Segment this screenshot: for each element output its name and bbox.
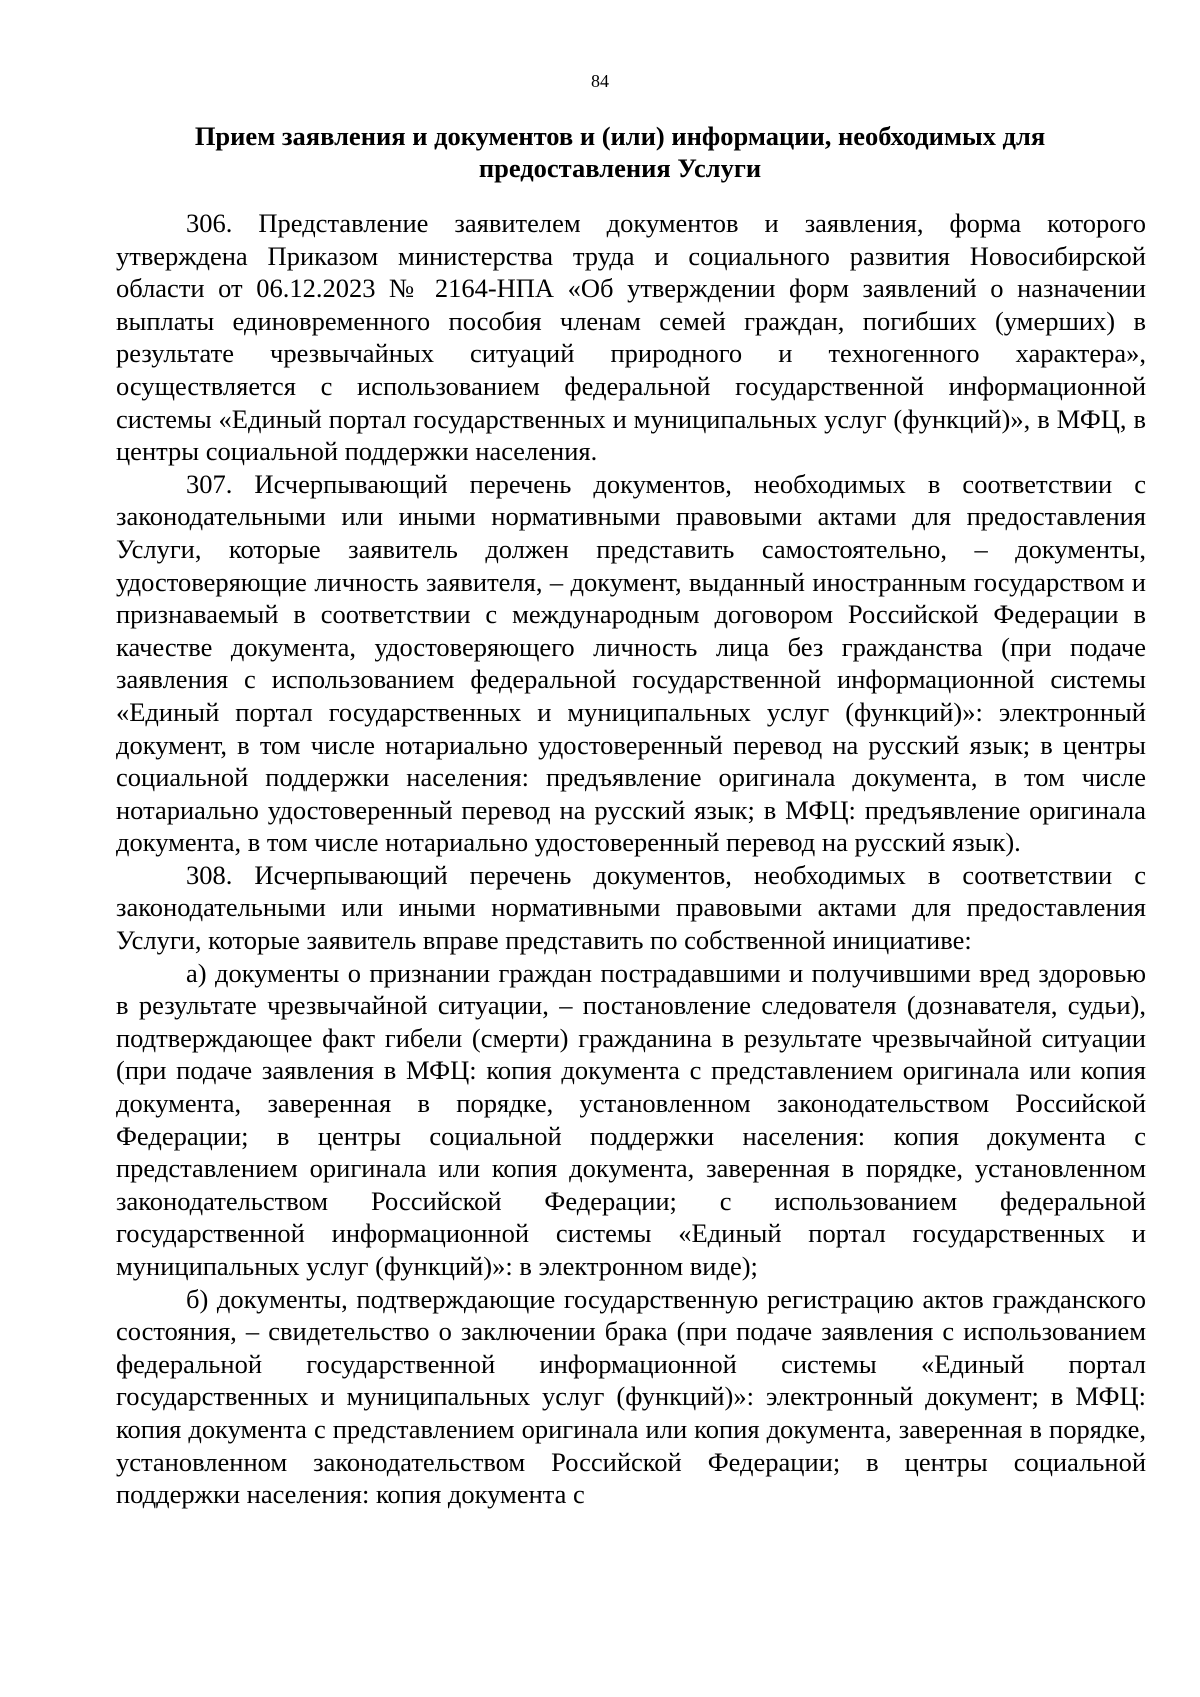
section-heading-line-2: предоставления Услуги [478,153,762,183]
paragraph-306: 306. Представление заявителем документов и заявления, форма которого утверждена Приказом министерства труда и социального развития Новосибирской области от 06.12.2023 № 2164-НПА «Об утверждении форм заявлений о назначении выплаты единовременного пособия членам семей граждан, погибших (умерших) в результате чрезвычайных ситуаций природного и техногенного характера», осуществляется с использованием федеральной государственной информационной системы «Единый портал государственных и муниципальных услуг (функций)», в МФЦ, в центры социальной поддержки населения. [116,208,1146,467]
paragraph-308-item-b: б) документы, подтверждающие государственную регистрацию актов гражданского состояния, – свидетельство о заключении брака (при подаче заявления с использованием федеральной государственной информационной системы «Единый портал государственных и муниципальных услуг (функций)»: электронный документ; в МФЦ: копия документа с представлением оригинала или копия документа, заверенная в порядке, установленном законодательством Российской Федерации; в центры социальной поддержки населения: копия документа с [116,1283,1146,1510]
paragraph-308-item-a: а) документы о признании граждан пострадавшими и получившими вред здоровью в результате чрезвычайной ситуации, – постановление следователя (дознавателя, судьи), подтверждающее факт гибели (смерти) гражданина в результате чрезвычайной ситуации (при подаче заявления в МФЦ: копия документа с представлением оригинала или копия документа, заверенная в порядке, установленном законодательством Российской Федерации; в центры социальной поддержки населения: копия документа с представлением оригинала или копия документа, заверенная в порядке, установленном законодательством Российской Федерации; с использованием федеральной государственной информационной системы «Единый портал государственных и муниципальных услуг (функций)»: в электронном виде); [116,957,1146,1281]
document-body [116,207,1146,1511]
section-heading-line-1: Прием заявления и документов и (или) информации, необходимых для [194,121,1046,151]
section-heading [150,120,1090,184]
page-number: 84 [591,71,609,91]
paragraph-308: 308. Исчерпывающий перечень документов, необходимых в соответствии с законодательными или иными нормативными правовыми актами для предоставления Услуги, которые заявитель вправе представить по собственной инициативе: [116,859,1146,956]
paragraph-307: 307. Исчерпывающий перечень документов, необходимых в соответствии с законодательными или иными нормативными правовыми актами для предоставления Услуги, которые заявитель должен представить самостоятельно, – документы, удостоверяющие личность заявителя, – документ, выданный иностранным государством и признаваемый в соответствии с международным договором Российской Федерации в качестве документа, удостоверяющего личность лица без гражданства (при подаче заявления с использованием федеральной государственной информационной системы «Единый портал государственных и муниципальных услуг (функций)»: электронный документ, в том числе нотариально удостоверенный перевод на русский язык; в центры социальной поддержки населения: предъявление оригинала документа, в том числе нотариально удостоверенный перевод на русский язык; в МФЦ: предъявление оригинала документа, в том числе нотариально удостоверенный перевод на русский язык). [116,468,1146,858]
